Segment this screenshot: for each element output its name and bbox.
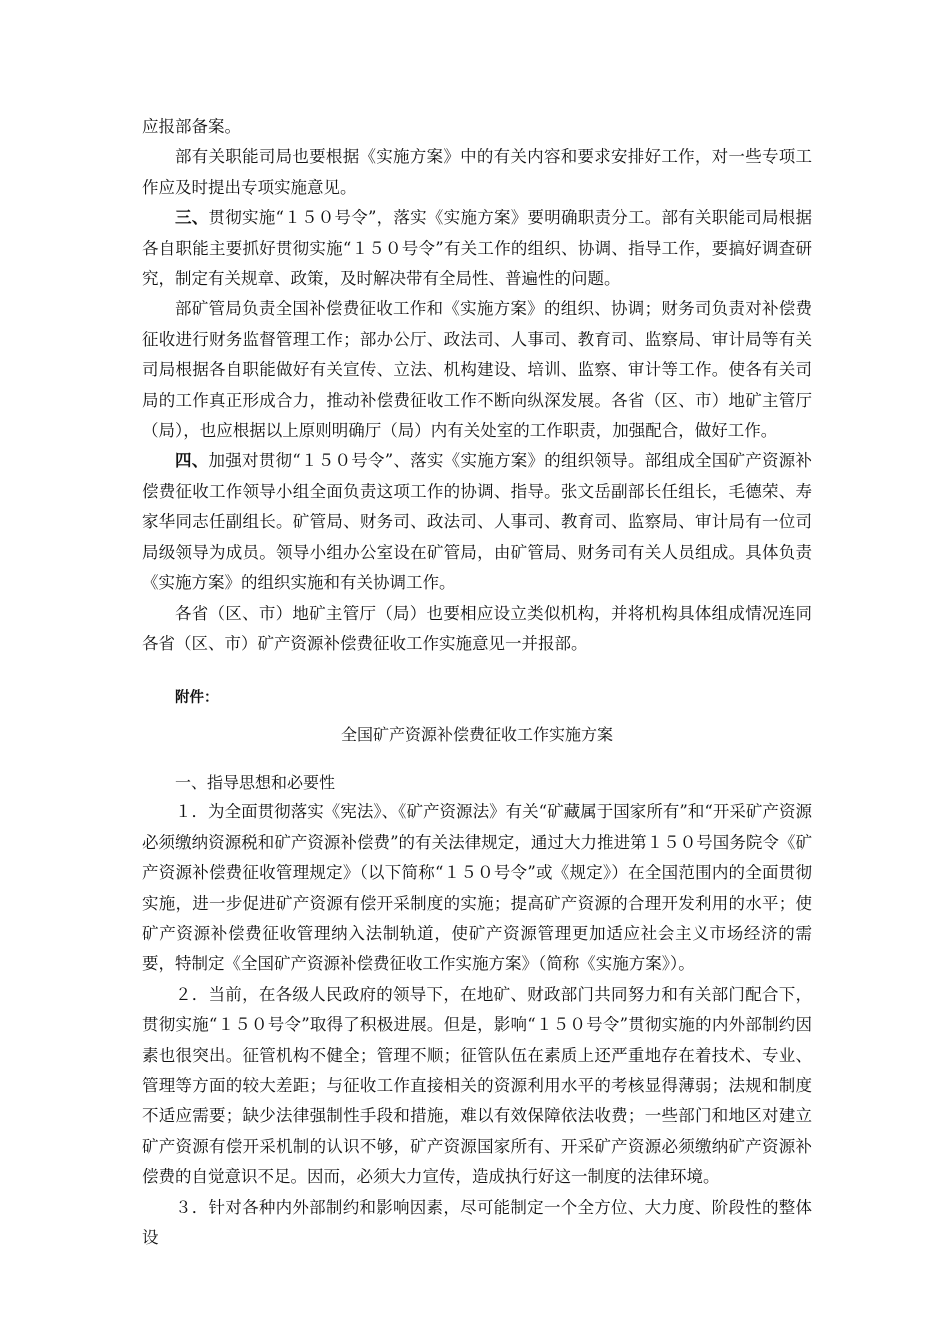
- item-one: １．为全面贯彻落实《宪法》、《矿产资源法》有关“矿藏属于国家所有”和“开采矿产资源必须缴纳资源税和矿产资源补偿费”的有关法律规定，通过大力推进第１５０号国务院令《矿产资源补偿费征收管理规定》（以下简称“１５０号令”或《规定》）在全国范围内的全面贯彻实施，进一步促进矿产资源有偿开采制度的实施；提高矿产资源的合理开发利用的水平；使矿产资源补偿费征收管理纳入法制轨道，使矿产资源管理更加适应社会主义市场经济的需要，特制定《全国矿产资源补偿费征收工作实施方案》（简称《实施方案》）。: [142, 802, 812, 974]
- paragraph-section-four: [142, 446, 812, 598]
- section-one-heading: 一、指导思想和必要性: [175, 773, 336, 793]
- paragraph-section-three: [142, 203, 812, 294]
- paragraph-filing: 应报部备案。: [142, 117, 241, 136]
- section-three-number: 三、: [175, 208, 209, 228]
- section-four-text: 加强对贯彻“１５０号令”、落实《实施方案》的组织领导。部组成全国矿产资源补偿费征收工作领导小组全面负责这项工作的协调、指导。张文岳副部长任组长，毛德荣、寿家华同志任副组长。矿管局、财务司、政法司、人事司、教育司、监察局、审计局有一位司局级领导为成员。领导小组办公室设在矿管局，由矿管局、财务司有关人员组成。具体负责《实施方案》的组织实施和有关协调工作。: [142, 451, 813, 593]
- item-three: ３．针对各种内外部制约和影响因素，尽可能制定一个全方位、大力度、阶段性的整体设: [142, 1197, 812, 1247]
- paragraph-departments-arrange-work: 部有关职能司局也要根据《实施方案》中的有关内容和要求安排好工作，对一些专项工作应及时提出专项实施意见。: [142, 147, 812, 197]
- attachment-label: 附件：: [175, 689, 219, 707]
- paragraph-provincial-agencies: 各省（区、市）地矿主管厅（局）也要相应设立类似机构，并将机构具体组成情况连同各省（区、市）矿产资源补偿费征收工作实施意见一并报部。: [142, 603, 812, 653]
- section-four-number: 四、: [175, 451, 209, 471]
- item-two: ２．当前，在各级人民政府的领导下，在地矿、财政部门共同努力和有关部门配合下，贯彻实施“１５０号令”取得了积极进展。但是，影响“１５０号令”贯彻实施的内外部制约因素也很突出。征管机构不健全；管理不顺；征管队伍在素质上还严重地存在着技术、专业、管理等方面的较大差距；与征收工作直接相关的资源利用水平的考核显得薄弱；法规和制度不适应需要；缺少法律强制性手段和措施，难以有效保障依法收费；一些部门和地区对建立矿产资源有偿开采机制的认识不够，矿产资源国家所有、开采矿产资源必须缴纳矿产资源补偿费的自觉意识不足。因而，必须大力宣传，造成执行好这一制度的法律环境。: [142, 984, 812, 1187]
- paragraph-responsibilities: 部矿管局负责全国补偿费征收工作和《实施方案》的组织、协调；财务司负责对补偿费征收进行财务监督管理工作；部办公厅、政法司、人事司、教育司、监察局、审计局等有关司局根据各自职能做好有关宣传、立法、机构建设、培训、监察、审计等工作。使各有关司局的工作真正形成合力，推动补偿费征收工作不断向纵深发展。各省（区、市）地矿主管厅（局），也应根据以上原则明确厅（局）内有关处室的工作职责，加强配合，做好工作。: [142, 299, 812, 441]
- document-body: [142, 112, 812, 1253]
- attachment-title: 全国矿产资源补偿费征收工作实施方案: [340, 725, 613, 745]
- section-three-text: 贯彻实施“１５０号令”，落实《实施方案》要明确职责分工。部有关职能司局根据各自职能主要抓好贯彻实施“１５０号令”有关工作的组织、协调、指导工作，要搞好调查研究，制定有关规章、政策，及时解决带有全局性、普遍性的问题。: [142, 208, 813, 289]
